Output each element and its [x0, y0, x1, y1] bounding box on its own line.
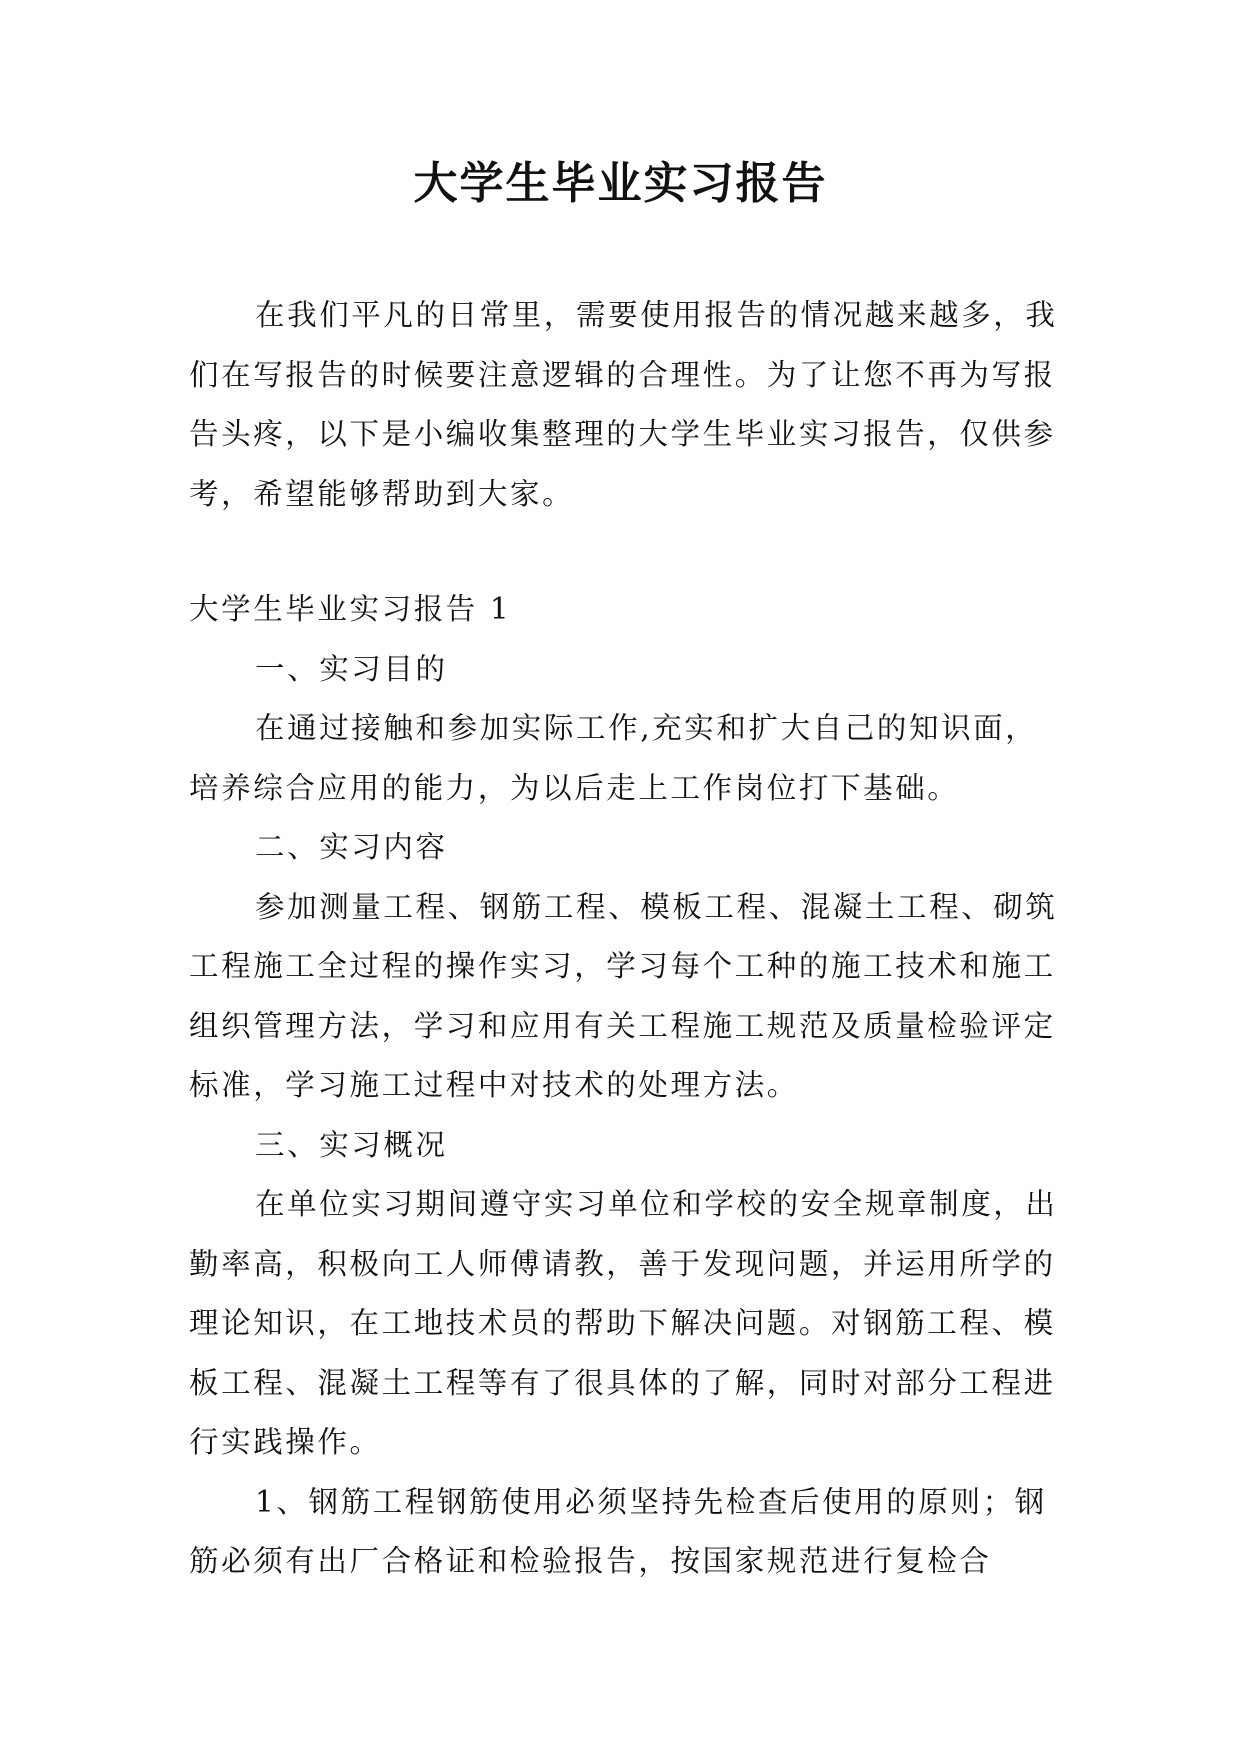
intro-paragraph: 在我们平凡的日常里，需要使用报告的情况越来越多，我们在写报告的时候要注意逻辑的合理性。为了让您不再为写报告头疼，以下是小编收集整理的大学生毕业实习报告，仅供参考，希望能够帮助到大家。	[189, 298, 1058, 511]
paragraph-purpose: 在通过接触和参加实际工作,充实和扩大自己的知识面，培养综合应用的能力，为以后走上工作岗位打下基础。	[189, 711, 1038, 805]
heading-purpose: 一、实习目的	[255, 651, 448, 686]
document-title: 大学生毕业实习报告	[413, 158, 828, 209]
intro-block	[189, 286, 1059, 524]
paragraph-rebar: 1、钢筋工程钢筋使用必须坚持先检查后使用的原则；钢筋必须有出厂合格证和检验报告，按国家规范进行复检合	[189, 1484, 1047, 1578]
paragraph-overview: 在单位实习期间遵守实习单位和学校的安全规章制度，出勤率高，积极向工人师傅请教，善于发现问题，并运用所学的理论知识，在工地技术员的帮助下解决问题。对钢筋工程、模板工程、混凝土工程等有了很具体的了解，同时对部分工程进行实践操作。	[189, 1187, 1058, 1459]
heading-content: 二、实习内容	[255, 830, 448, 864]
heading-overview: 三、实习概况	[255, 1127, 448, 1162]
section-heading: 大学生毕业实习报告 1	[189, 592, 512, 626]
report-body	[189, 580, 1059, 1592]
paragraph-content: 参加测量工程、钢筋工程、模板工程、混凝土工程、砌筑工程施工全过程的操作实习，学习每个工种的施工技术和施工组织管理方法，学习和应用有关工程施工规范及质量检验评定标准，学习施工过程中对技术的处理方法。	[189, 889, 1058, 1102]
